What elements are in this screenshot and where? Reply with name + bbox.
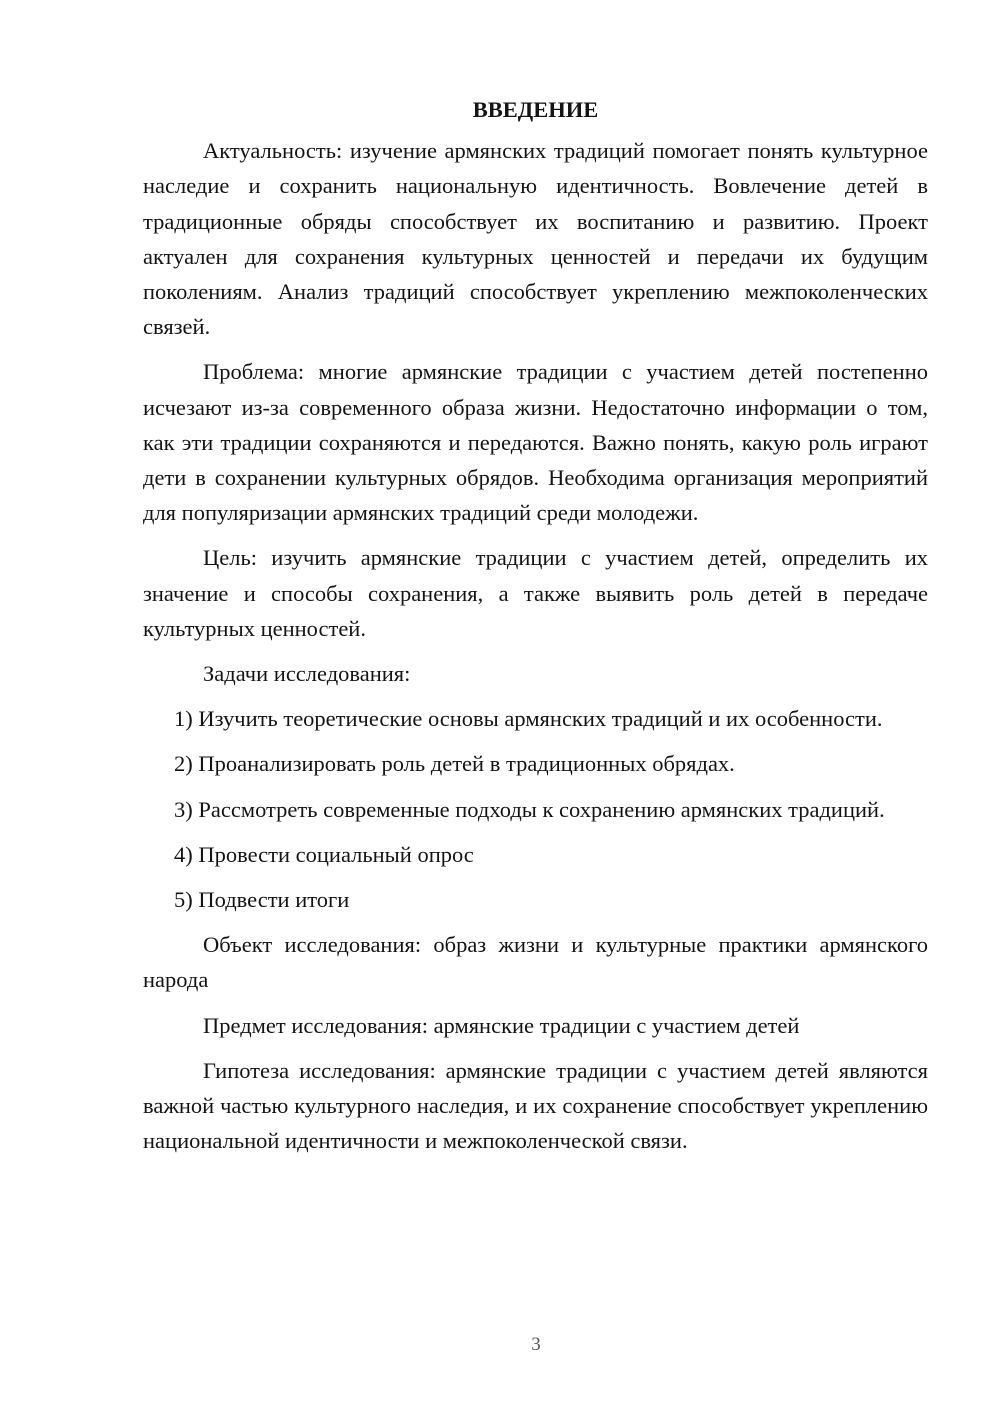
document-page [143,92,928,1168]
paragraph-problem: Проблема: многие армянские традиции с участием детей постепенно исчезают из-за современного образа жизни. Недостаточно информации о том, как эти традиции сохраняются и передаются. Важно понять, какую роль играют дети в сохранении культурных обрядов. Необходима организация мероприятий для популяризации армянских традиций среди молодежи. [143,359,928,526]
task-item-4: 4) Провести социальный опрос [174,841,474,867]
page-number: 3 [531,1334,541,1355]
paragraph-subject: Предмет исследования: армянские традиции с участием детей [203,1012,800,1038]
paragraph-hypothesis: Гипотеза исследования: армянские традиции с участием детей являются важной частью культурного наследия, и их сохранение способствует укреплению национальной идентичности и межпоколенческой связи. [143,1057,928,1154]
tasks-heading: Задачи исследования: [203,661,411,687]
task-item-5: 5) Подвести итоги [174,887,350,913]
task-item-1: 1) Изучить теоретические основы армянских традиций и их особенности. [174,706,883,732]
paragraph-goal: Цель: изучить армянские традиции с участием детей, определить их значение и способы сохранения, а также выявить роль детей в передаче культурных ценностей. [143,545,928,641]
task-item-2: 2) Проанализировать роль детей в традиционных обрядах. [174,751,735,777]
task-item-3: 3) Рассмотреть современные подходы к сохранению армянских традиций. [174,796,885,822]
paragraph-object: Объект исследования: образ жизни и культурные практики армянского народа [143,932,928,993]
paragraph-relevance: Актуальность: изучение армянских традиций помогает понять культурное наследие и сохранить национальную идентичность. Вовлечение детей в традиционные обряды способствует их воспитанию и развитию. Проект актуален для сохранения культурных ценностей и передачи их будущим поколениям. Анализ традиций способствует укреплению межпоколенческих связей. [143,138,928,340]
section-title: ВВЕДЕНИЕ [472,97,599,122]
